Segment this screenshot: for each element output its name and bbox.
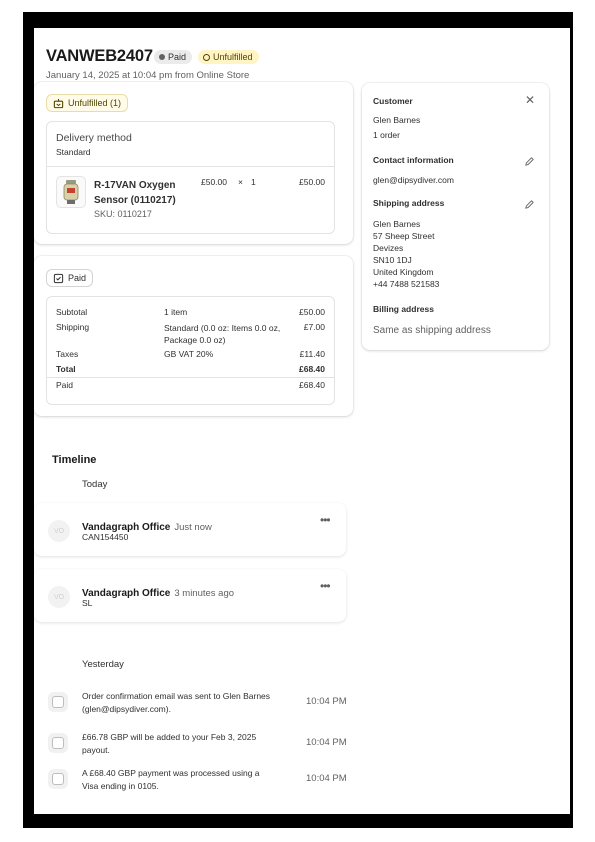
event-line: payout. bbox=[82, 744, 110, 755]
shipping-line: 57 Sheep Street bbox=[373, 231, 435, 241]
event-line: A £68.40 GBP payment was processed using a bbox=[82, 768, 260, 778]
product-title-line2: Sensor (0110217) bbox=[94, 195, 176, 206]
status-dot-icon bbox=[159, 54, 165, 60]
shipping-detail: Standard (0.0 oz: Items 0.0 oz, Package 0.0 oz) bbox=[164, 323, 281, 345]
delivery-method-label: Delivery method bbox=[56, 132, 132, 144]
event-line: (glen@dipsydiver.com). bbox=[82, 703, 171, 714]
order-number-title: VANWEB2407 bbox=[46, 47, 153, 65]
product-title-link[interactable] bbox=[94, 178, 176, 208]
customer-card bbox=[362, 83, 549, 350]
event-text bbox=[82, 731, 256, 756]
event-text bbox=[82, 690, 270, 715]
timeline-comment-card bbox=[34, 503, 346, 556]
fulfillment-card bbox=[34, 82, 353, 244]
product-quantity: 1 bbox=[251, 177, 256, 187]
payment-status-label: Paid bbox=[168, 52, 187, 62]
avatar-initials-icon: VO bbox=[48, 586, 70, 608]
subtotal-detail: 1 item bbox=[164, 307, 188, 317]
timeline-event bbox=[48, 767, 348, 797]
shipping-line: United Kingdom bbox=[373, 267, 434, 277]
shipping-label: Shipping bbox=[56, 322, 90, 332]
pencil-icon bbox=[524, 199, 535, 210]
paid-badge bbox=[46, 269, 93, 287]
paid-badge-label: Paid bbox=[68, 273, 87, 283]
customer-order-count[interactable]: 1 order bbox=[373, 130, 400, 140]
event-time: 10:04 PM bbox=[306, 737, 347, 748]
shipping-address-heading: Shipping address bbox=[373, 198, 445, 208]
shipping-line: Devizes bbox=[373, 243, 404, 253]
fulfillment-inner-box bbox=[46, 121, 335, 234]
comment-time: 3 minutes ago bbox=[174, 588, 235, 599]
edit-contact-button[interactable] bbox=[524, 154, 535, 172]
timeline-comment-card bbox=[34, 569, 346, 622]
taxes-amount: £11.40 bbox=[299, 349, 325, 359]
product-unit-price: £50.00 bbox=[201, 177, 227, 187]
product-title-line1: R-17VAN Oxygen bbox=[94, 180, 176, 191]
order-page bbox=[34, 28, 570, 814]
event-time: 10:04 PM bbox=[306, 696, 347, 707]
avatar-initials-icon: VO bbox=[48, 520, 70, 542]
shipping-line: SN10 1DJ bbox=[373, 255, 412, 265]
event-square-icon bbox=[48, 692, 68, 712]
unfulfilled-count-badge bbox=[46, 94, 128, 112]
billing-address-heading: Billing address bbox=[373, 304, 434, 314]
taxes-label: Taxes bbox=[56, 349, 79, 359]
customer-heading: Customer bbox=[373, 96, 413, 106]
more-dots-icon[interactable]: ••• bbox=[320, 579, 330, 593]
event-text bbox=[82, 767, 260, 792]
close-icon[interactable]: ✕ bbox=[525, 93, 536, 107]
shipping-amount: £7.00 bbox=[303, 322, 325, 332]
payment-summary-box bbox=[46, 296, 335, 405]
fulfillment-status-badge bbox=[198, 50, 259, 64]
oxygen-sensor-image bbox=[57, 177, 85, 207]
fulfillment-status-label: Unfulfilled bbox=[213, 52, 253, 62]
comment-author: Vandagraph Office bbox=[82, 522, 171, 533]
taxes-detail: GB VAT 20% bbox=[164, 349, 214, 359]
shipping-phone: +44 7488 521583 bbox=[373, 279, 440, 289]
subtotal-label: Subtotal bbox=[56, 307, 88, 317]
event-square-icon bbox=[48, 733, 68, 753]
delivery-method-value: Standard bbox=[56, 147, 91, 157]
paid-label: Paid bbox=[56, 380, 74, 390]
total-amount: £68.40 bbox=[299, 364, 325, 374]
customer-name-link[interactable]: Glen Barnes bbox=[373, 115, 421, 125]
pencil-icon bbox=[524, 156, 535, 167]
unfulfilled-count-label: Unfulfilled (1) bbox=[68, 98, 122, 108]
divider bbox=[47, 377, 334, 378]
event-line: Visa ending in 0105. bbox=[82, 780, 159, 791]
receipt-icon bbox=[53, 273, 64, 284]
unfulfilled-ring-icon bbox=[203, 54, 210, 61]
timeline-heading: Timeline bbox=[52, 454, 97, 466]
customer-email-link[interactable]: glen@dipsydiver.com bbox=[373, 175, 454, 185]
payment-status-badge bbox=[154, 50, 192, 64]
comment-author: Vandagraph Office bbox=[82, 588, 171, 599]
contact-info-heading: Contact information bbox=[373, 155, 454, 165]
payment-card bbox=[34, 256, 353, 416]
package-icon bbox=[53, 98, 64, 109]
more-dots-icon[interactable]: ••• bbox=[320, 513, 330, 527]
paid-amount: £68.40 bbox=[299, 380, 325, 390]
event-line: Order confirmation email was sent to Glen Barnes bbox=[82, 691, 271, 701]
comment-header bbox=[82, 583, 234, 601]
edit-shipping-button[interactable] bbox=[524, 197, 535, 215]
shipping-address-block bbox=[373, 218, 439, 290]
order-subtitle: January 14, 2025 at 10:04 pm from Online Store bbox=[46, 70, 250, 81]
event-time: 10:04 PM bbox=[306, 773, 347, 784]
timeline-event bbox=[48, 731, 348, 761]
billing-address-value: Same as shipping address bbox=[373, 325, 491, 336]
comment-body: SL bbox=[82, 598, 93, 608]
comment-body: CAN154450 bbox=[82, 532, 129, 542]
event-square-icon bbox=[48, 769, 68, 789]
timeline-today-label: Today bbox=[82, 479, 108, 490]
comment-time: Just now bbox=[174, 522, 212, 533]
timeline-event bbox=[48, 690, 348, 720]
shipping-line: Glen Barnes bbox=[373, 219, 421, 229]
timeline-yesterday-label: Yesterday bbox=[82, 659, 124, 670]
divider bbox=[47, 166, 334, 167]
total-label: Total bbox=[56, 364, 76, 374]
subtotal-amount: £50.00 bbox=[299, 307, 325, 317]
product-thumbnail[interactable] bbox=[56, 176, 86, 208]
multiply-sign: × bbox=[238, 177, 243, 187]
product-line-total: £50.00 bbox=[299, 177, 325, 187]
product-sku: SKU: 0110217 bbox=[94, 209, 152, 219]
event-line: £66.78 GBP will be added to your Feb 3, 2025 bbox=[82, 732, 257, 742]
